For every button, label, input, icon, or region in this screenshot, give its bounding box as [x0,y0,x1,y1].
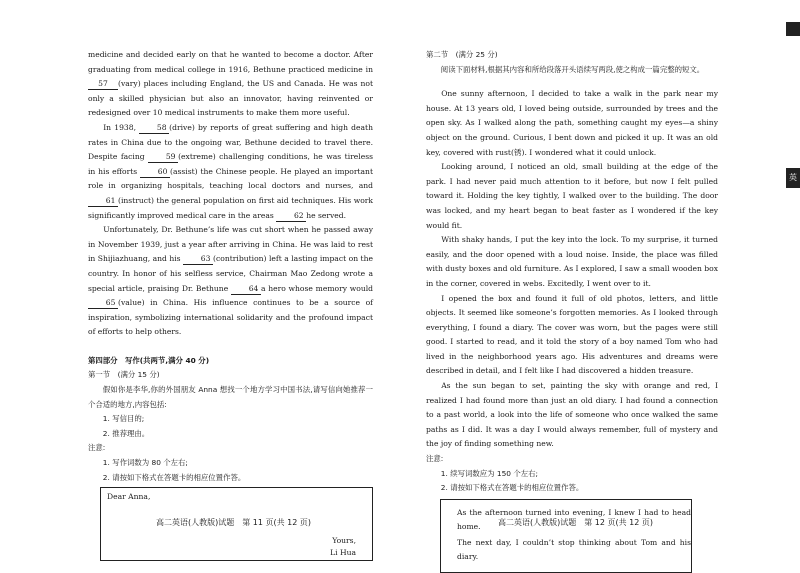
continuation-opening-2: The next day, I couldn’t stop thinking about Tom and his diary. [457,537,691,562]
passage-paragraph-3: Unfortunately, Dr. Bethune’s life was cut short when he passed away in November 1939, just a year after arriving in China. He was laid to rest in Shijiazhuang, and his 63 (contribution) left a lasting impact on the country. In honor of his selfless service, Chairman Mao Zedong wrote a special article, praising Dr. Bethune 64 a hero whose memory would 65 (value) in China. His influence continues to be a source of inspiration, symbolizing international solidarity and the profound impact of efforts to help others. [88,225,373,337]
letter-closing: Yours, [332,536,356,546]
blank-63[interactable]: 63 [183,254,213,265]
story-paragraph-5: As the sun began to set, painting the sky with orange and red, I realized I had found more than just an old diary. I had found a connection to a past world, a look into the life of someone who once walked the same paths as I did. It was a day I would always remember, full of mystery and the joy of finding something new. [426,381,718,449]
blank-61[interactable]: 61 [88,196,118,207]
section2-prompt: 阅读下面材料,根据其内容和所给段落开头语续写两段,使之构成一篇完整的短文。 [440,64,705,74]
letter-signature: Li Hua [330,548,356,558]
section1-title: 第一节 (满分 15 分) [88,370,160,380]
note-label-right: 注意: [426,454,444,464]
story-paragraph-2: Looking around, I noticed an old, small building at the edge of the park. I had never paid much attention to it before, but now I felt pulled toward it. Holding the key tightly, I walked over to the building. The door was locked, and my heart began to beat faster as I wondered if the key would fit. [426,162,718,230]
note-right-2: 2. 请按如下格式在答题卡的相应位置作答。 [440,483,584,493]
story-paragraph-3: With shaky hands, I put the key into the lock. To my surprise, it turned easily, and the door opened with a loud noise. Inside, the place was filled with dusty boxes and old furniture. As I explored, I saw a small wooden box in the corner, covered in webs. Excitedly, I went over to it. [426,235,718,288]
story-paragraph-4: I opened the box and found it full of old photos, letters, and little objects. It seemed like someone’s forgotten memories. As I looked through everything, I found a diary. The cover was worn, but the pages were still good. I started to read, and it told the story of a boy named Tom who had lived in the neighborhood years ago. His adventures and dreams were described in detail, and I felt like I had discovered a hidden treasure. [426,293,718,376]
blank-58[interactable]: 58 [139,123,169,134]
page-footer-12: 高二英语(人教版)试题 第 12 页(共 12 页) [498,518,654,527]
blank-60[interactable]: 60 [140,167,170,178]
blank-62[interactable]: 62 [276,211,306,222]
note-2: 2. 请按如下格式在答题卡的相应位置作答。 [102,472,246,482]
subject-side-tab: 英 [786,168,800,188]
page-11 [0,0,400,570]
page-footer-11: 高二英语(人教版)试题 第 11 页(共 12 页) [156,518,312,527]
blank-59[interactable]: 59 [148,152,178,163]
blank-64[interactable]: 64 [231,284,261,295]
blank-65[interactable]: 65 [88,298,118,309]
note-right-1: 1. 续写词数应为 150 个左右; [440,468,539,478]
section1-prompt: 假如你是李华,你的外国朋友 Anna 想找一个地方学习中国书法,请写信向她推荐一个合适的地方,内容包括: [88,385,373,409]
left-column [88,48,373,561]
section2-title: 第二节 (满分 25 分) [426,50,498,59]
passage-paragraph-2: In 1938, 58 (drive) by reports of great suffering and high death rates in China due to the ongoing war, Bethune decided to travel there. Despite facing 59 (extreme) challenging conditions, he was tireless in his efforts 60 (assist) the Chinese people. He played an important role in organizing hospitals, teaching local doctors and nurses, and 61 (instruct) the general population on first aid techniques. His work significantly improved medical care in the areas 62 he served. [88,122,374,220]
blank-57[interactable]: 57 [88,79,118,90]
section1-item-2: 2. 推荐理由。 [102,428,150,438]
story-paragraph-1: One sunny afternoon, I decided to take a walk in the park near my house. At 13 years old, I loved being outside, surrounded by trees and the open sky. As I walked along the path, something caught my eyes—a shiny object on the ground. Curious, I bent down and picked it up. It was an old key, covered with rust(锈). I wondered what it could unlock. [426,89,718,157]
part4-title: 第四部分 写作(共两节,满分 40 分) [88,355,210,365]
side-tab-marker [786,22,800,36]
note-label: 注意: [88,443,106,453]
continuation-opening-1: As the afternoon turned into evening, I knew I had to head home. [457,507,691,532]
right-column [426,48,718,573]
continuation-answer-box[interactable] [440,499,692,573]
note-1: 1. 写作词数为 80 个左右; [102,458,188,468]
page-12 [400,0,800,570]
passage-paragraph-1: medicine and decided early on that he wanted to become a doctor. After graduating from medical college in 1916, Bethune practiced medicine in 57 (vary) places including England, the US and Canada. He was not only a skilled physician but also an innovator, having reinvented or redesigned over 10 medical instruments to make them more useful. [88,50,373,118]
letter-greeting: Dear Anna, [107,492,151,502]
section1-item-1: 1. 写信目的; [102,414,145,424]
